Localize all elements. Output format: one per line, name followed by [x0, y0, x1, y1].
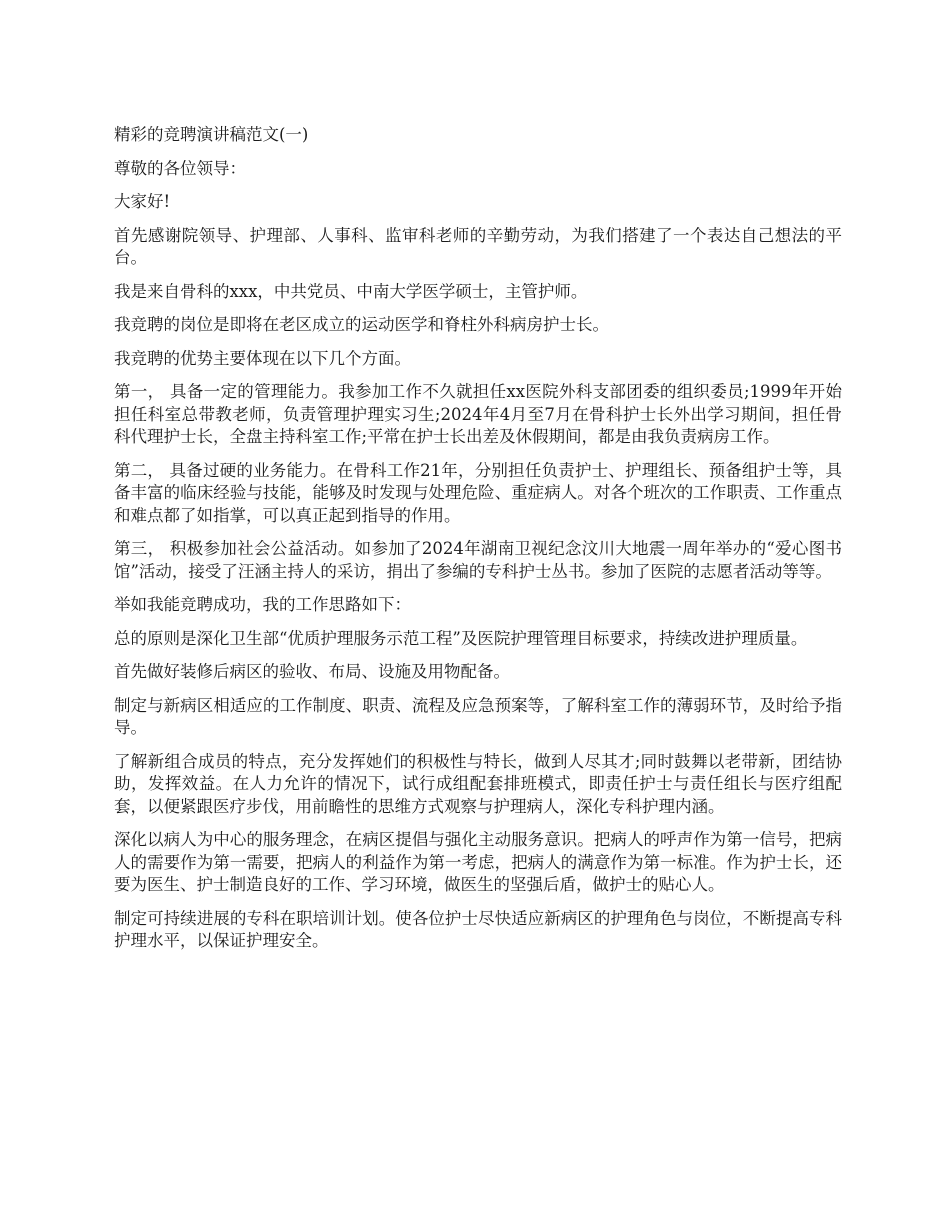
- paragraph: 总的原则是深化卫生部“优质护理服务示范工程”及医院护理管理目标要求，持续改进护理质量。: [114, 628, 808, 648]
- paragraph: 了解新组合成员的特点，充分发挥她们的积极性与特长，做到人尽其才;同时鼓舞以老带新，团结协助，发挥效益。在人力允许的情况下，试行成组配套排班模式，即责任护士与责任组长与医疗组配套，以便紧跟医疗步伐，用前瞻性的思维方式观察与护理病人，深化专科护理内涵。: [114, 751, 842, 816]
- paragraph: 首先做好装修后病区的验收、布局、设施及用物配备。: [114, 662, 510, 681]
- document-title: 精彩的竞聘演讲稿范文(一): [114, 125, 309, 144]
- paragraph: 我竞聘的优势主要体现在以下几个方面。: [114, 348, 411, 368]
- paragraph: 制定可持续进展的专科在职培训计划。使各位护士尽快适应新病区的护理角色与岗位，不断提高专科护理水平，以保证护理安全。: [114, 908, 842, 950]
- paragraph: 第二， 具备过硬的业务能力。在骨科工作21年，分别担任负责护士、护理组长、预备组护士等，具备丰富的临床经验与技能，能够及时发现与处理危险、重症病人。对各个班次的工作职责、工作重点和难点都了如指掌，可以真正起到指导的作用。: [114, 460, 842, 525]
- paragraph: 第一， 具备一定的管理能力。我参加工作不久就担任xx医院外科支部团委的组织委员;1999年开始担任科室总带教老师，负责管理护理实习生;2024年4月至7月在骨科护士长外出学习期间，担任骨科代理护士长，全盘主持科室工作;平常在护士长出差及休假期间，都是由我负责病房工作。: [114, 382, 842, 446]
- paragraph: 深化以病人为中心的服务理念，在病区提倡与强化主动服务意识。把病人的呼声作为第一信号，把病人的需要作为第一需要，把病人的利益作为第一考虑，把病人的满意作为第一标准。作为护士长，还要为医生、护士制造良好的工作、学习环境，做医生的坚强后盾，做护士的贴心人。: [114, 830, 842, 894]
- paragraph-greeting: 大家好!: [114, 192, 171, 211]
- document-body: [114, 124, 842, 964]
- paragraph-salutation: 尊敬的各位领导：: [114, 158, 246, 178]
- paragraph: 制定与新病区相适应的工作制度、职责、流程及应急预案等，了解科室工作的薄弱环节，及时给予指导。: [114, 695, 842, 737]
- paragraph: 首先感谢院领导、护理部、人事科、监审科老师的辛勤劳动，为我们搭建了一个表达自己想法的平台。: [114, 225, 842, 267]
- paragraph: 举如我能竞聘成功，我的工作思路如下：: [114, 595, 411, 614]
- paragraph: 第三， 积极参加社会公益活动。如参加了2024年湖南卫视纪念汶川大地震一周年举办的“爱心图书馆”活动，接受了汪涵主持人的采访，捐出了参编的专科护士丛书。参加了医院的志愿者活动等等。: [114, 539, 842, 581]
- paragraph: 我是来自骨科的xxx，中共党员、中南大学医学硕士，主管护师。: [114, 281, 588, 301]
- paragraph: 我竞聘的岗位是即将在老区成立的运动医学和脊柱外科病房护士长。: [114, 315, 609, 334]
